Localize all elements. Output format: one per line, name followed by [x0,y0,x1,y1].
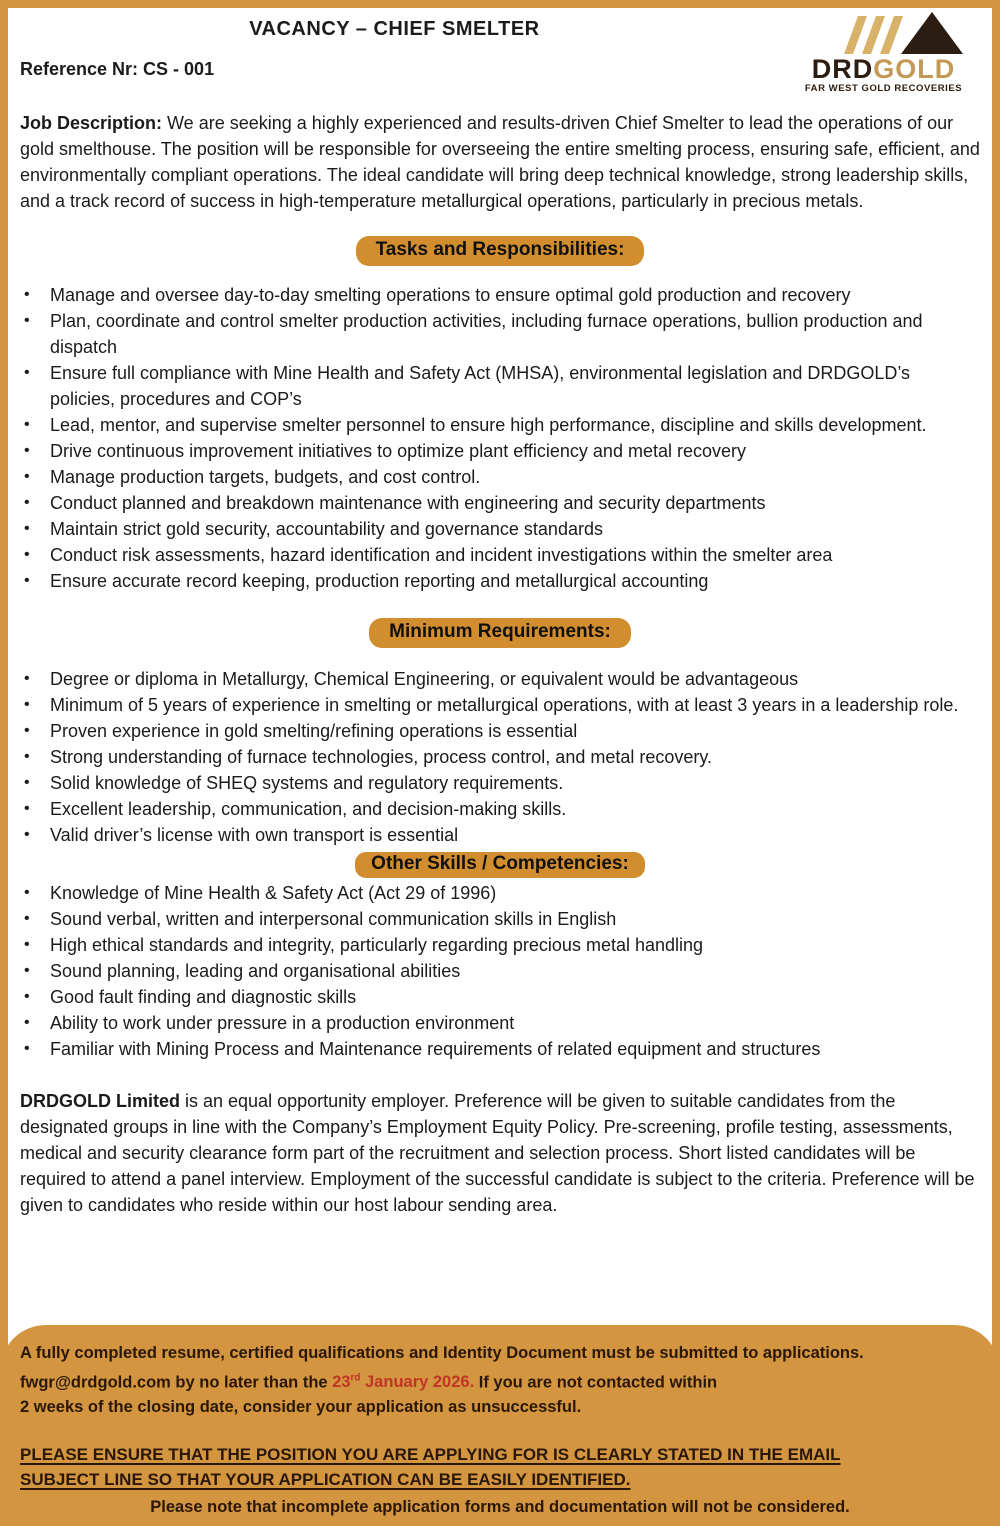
list-item: • Sound planning, leading and organisational abilities [8,958,980,984]
logo-wordmark [801,56,966,82]
list-item: • Proven experience in gold smelting/refining operations is essential [8,718,980,744]
job-description-label: Job Description: [20,113,163,133]
list-item: • High ethical standards and integrity, particularly regarding precious metal handling [8,932,980,958]
list-item: • Good fault finding and diagnostic skills [8,984,980,1010]
drdgold-logo [801,8,966,94]
application-instructions [20,1341,980,1421]
list-item: • Sound verbal, written and interpersonal communication skills in English [8,906,980,932]
list-item: • Lead, mentor, and supervise smelter personnel to ensure high performance, discipline and skills development. [8,412,980,438]
list-item: • Manage and oversee day-to-day smelting operations to ensure optimal gold production and recovery [8,282,980,308]
reference-number: Reference Nr: CS - 001 [20,59,215,79]
list-item: • Strong understanding of furnace technologies, process control, and metal recovery. [8,744,980,770]
list-item: • Degree or diploma in Metallurgy, Chemical Engineering, or equivalent would be advantageous [8,666,980,692]
list-item: • Familiar with Mining Process and Maintenance requirements of related equipment and structures [8,1036,980,1062]
requirements-bullet-list [8,666,980,848]
closing-date-rest: January 2026. [360,1373,475,1391]
apply-line-2-post: If you are not contacted within [474,1373,718,1391]
eeo-label: DRDGOLD Limited [20,1091,180,1111]
eeo-text: is an equal opportunity employer. Preference will be given to suitable candidates from the designated groups in line with the Company’s Employment Equity Policy. Pre-screening, profile testing, assessments, medical and security clearance form part of the recruitment and selection process. Short listed candidates will be required to attend a panel interview. Employment of the successful candidate is subject to the criteria. Preference will be given to candidates who reside within our host labour sending area. [20,1091,975,1215]
apply-line-1: A fully completed resume, certified qualifications and Identity Document must be submitted to applications. [20,1343,864,1362]
list-item: • Valid driver’s license with own transport is essential [8,822,980,848]
incomplete-application-note: Please note that incomplete application forms and documentation will not be considered. [150,1498,850,1516]
list-item: • Excellent leadership, communication, and decision-making skills. [8,796,980,822]
section-heading-row [8,236,992,266]
section-other-skills [8,848,992,1062]
list-item: • Solid knowledge of SHEQ systems and regulatory requirements. [8,770,980,796]
subject-line-notice [20,1442,980,1492]
logo-tagline: FAR WEST GOLD RECOVERIES [804,83,963,94]
list-item: • Minimum of 5 years of experience in smelting or metallurgical operations, with at least 3 years in a leadership role. [8,692,980,718]
section-minimum-requirements [8,594,992,848]
apply-line-3: 2 weeks of the closing date, consider your application as unsuccessful. [20,1398,582,1416]
equal-opportunity-paragraph [20,1088,980,1218]
requirements-heading-pill: Minimum Requirements: [369,618,631,648]
notice-line-2: SUBJECT LINE SO THAT YOUR APPLICATION CAN BE EASILY IDENTIFIED. [20,1470,631,1489]
document-header [8,8,992,102]
section-heading-row [8,852,992,878]
list-item: • Conduct risk assessments, hazard identification and incident investigations within the smelter area [8,542,980,568]
list-item: • Ensure accurate record keeping, production reporting and metallurgical accounting [8,568,980,594]
list-item: • Ensure full compliance with Mine Health and Safety Act (MHSA), environmental legislation and DRDGOLD’s policies, procedures and COP’s [8,360,980,412]
section-tasks [8,214,992,594]
closing-date [332,1373,474,1391]
job-description [20,110,980,214]
list-item: • Plan, coordinate and control smelter production activities, including furnace operations, bullion production and dispatch [8,308,980,360]
application-footer [0,1325,1000,1526]
closing-date-ordinal: rd [350,1372,361,1384]
list-item: • Manage production targets, budgets, and cost control. [8,464,980,490]
page-title: VACANCY – CHIEF SMELTER [249,18,540,40]
drdgold-logo-icon [838,10,966,56]
skills-heading-pill: Other Skills / Competencies: [355,852,645,878]
tasks-heading-pill: Tasks and Responsibilities: [356,236,645,266]
list-item: • Maintain strict gold security, accountability and governance standards [8,516,980,542]
logo-text-drd: DRD [811,54,874,84]
skills-bullet-list [8,880,980,1062]
list-item: • Conduct planned and breakdown maintenance with engineering and security departments [8,490,980,516]
apply-line-2-pre: fwgr@drdgold.com by no later than the [20,1373,333,1391]
list-item: • Drive continuous improvement initiatives to optimize plant efficiency and metal recovery [8,438,980,464]
list-item: • Knowledge of Mine Health & Safety Act (Act 29 of 1996) [8,880,980,906]
job-description-text: We are seeking a highly experienced and results-driven Chief Smelter to lead the operations of our gold smelthouse. The position will be responsible for overseeing the entire smelting process, ensuring safe, efficient, and environmentally compliant operations. The ideal candidate will bring deep technical knowledge, strong leadership skills, and a track record of success in high-temperature metallurgical operations, particularly in precious metals. [20,113,980,211]
tasks-bullet-list [8,282,980,594]
closing-date-day: 23 [332,1373,351,1391]
list-item: • Ability to work under pressure in a production environment [8,1010,980,1036]
logo-text-gold: GOLD [873,54,956,84]
section-heading-row [8,618,992,648]
notice-line-1: PLEASE ENSURE THAT THE POSITION YOU ARE APPLYING FOR IS CLEARLY STATED IN THE EMAIL [20,1445,841,1464]
